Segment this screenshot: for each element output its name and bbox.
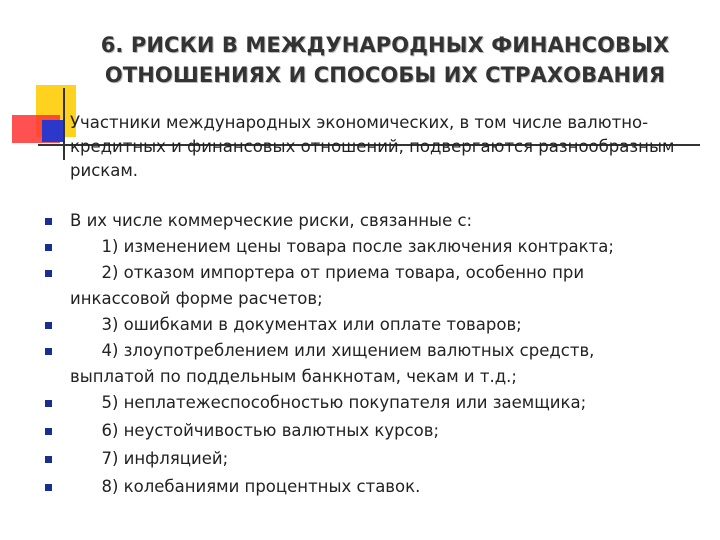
bullet-icon xyxy=(45,400,52,407)
bullet-icon xyxy=(45,322,52,329)
bullet-icon xyxy=(45,348,52,355)
bullet-icon xyxy=(45,428,52,435)
list-item: 8) колебаниями процентных ставок. xyxy=(70,477,421,496)
bullet-icon xyxy=(45,270,52,277)
list-item-continuation: выплатой по поддельным банкнотам, чекам и т.д.; xyxy=(70,367,517,386)
list-item: 6) неустойчивостью валютных курсов; xyxy=(70,421,440,440)
list-item: 3) ошибками в документах или оплате товаров; xyxy=(70,315,522,334)
intro-line-3: рискам. xyxy=(70,161,139,180)
decor-vertical-line xyxy=(63,88,65,160)
list-item: 4) злоупотреблением или хищением валютных средств, xyxy=(70,341,595,360)
slide-title xyxy=(60,30,710,90)
bullet-icon xyxy=(45,484,52,491)
list-item: 2) отказом импортера от приема товара, особенно при xyxy=(70,263,585,282)
list-item: 7) инфляцией; xyxy=(70,449,229,468)
list-item: 1) изменением цены товара после заключения контракта; xyxy=(70,237,614,256)
decor-blue-square xyxy=(42,120,64,142)
list-item: В их числе коммерческие риски, связанные с: xyxy=(70,211,473,230)
title-line-2: ОТНОШЕНИЯХ И СПОСОБЫ ИХ СТРАХОВАНИЯ xyxy=(104,63,666,87)
intro-line-1: Участники международных экономических, в том числе валютно- xyxy=(70,113,649,132)
title-line-1: 6. РИСКИ В МЕЖДУНАРОДНЫХ ФИНАНСОВЫХ xyxy=(100,33,670,57)
intro-line-2: кредитных и финансовых отношений, подвергаются разнообразным xyxy=(70,137,675,156)
bullet-icon xyxy=(45,456,52,463)
list-item: 5) неплатежеспособностью покупателя или заемщика; xyxy=(70,393,587,412)
list-item-continuation: инкассовой форме расчетов; xyxy=(70,289,323,308)
bullet-icon xyxy=(45,218,52,225)
bullet-icon xyxy=(45,244,52,251)
